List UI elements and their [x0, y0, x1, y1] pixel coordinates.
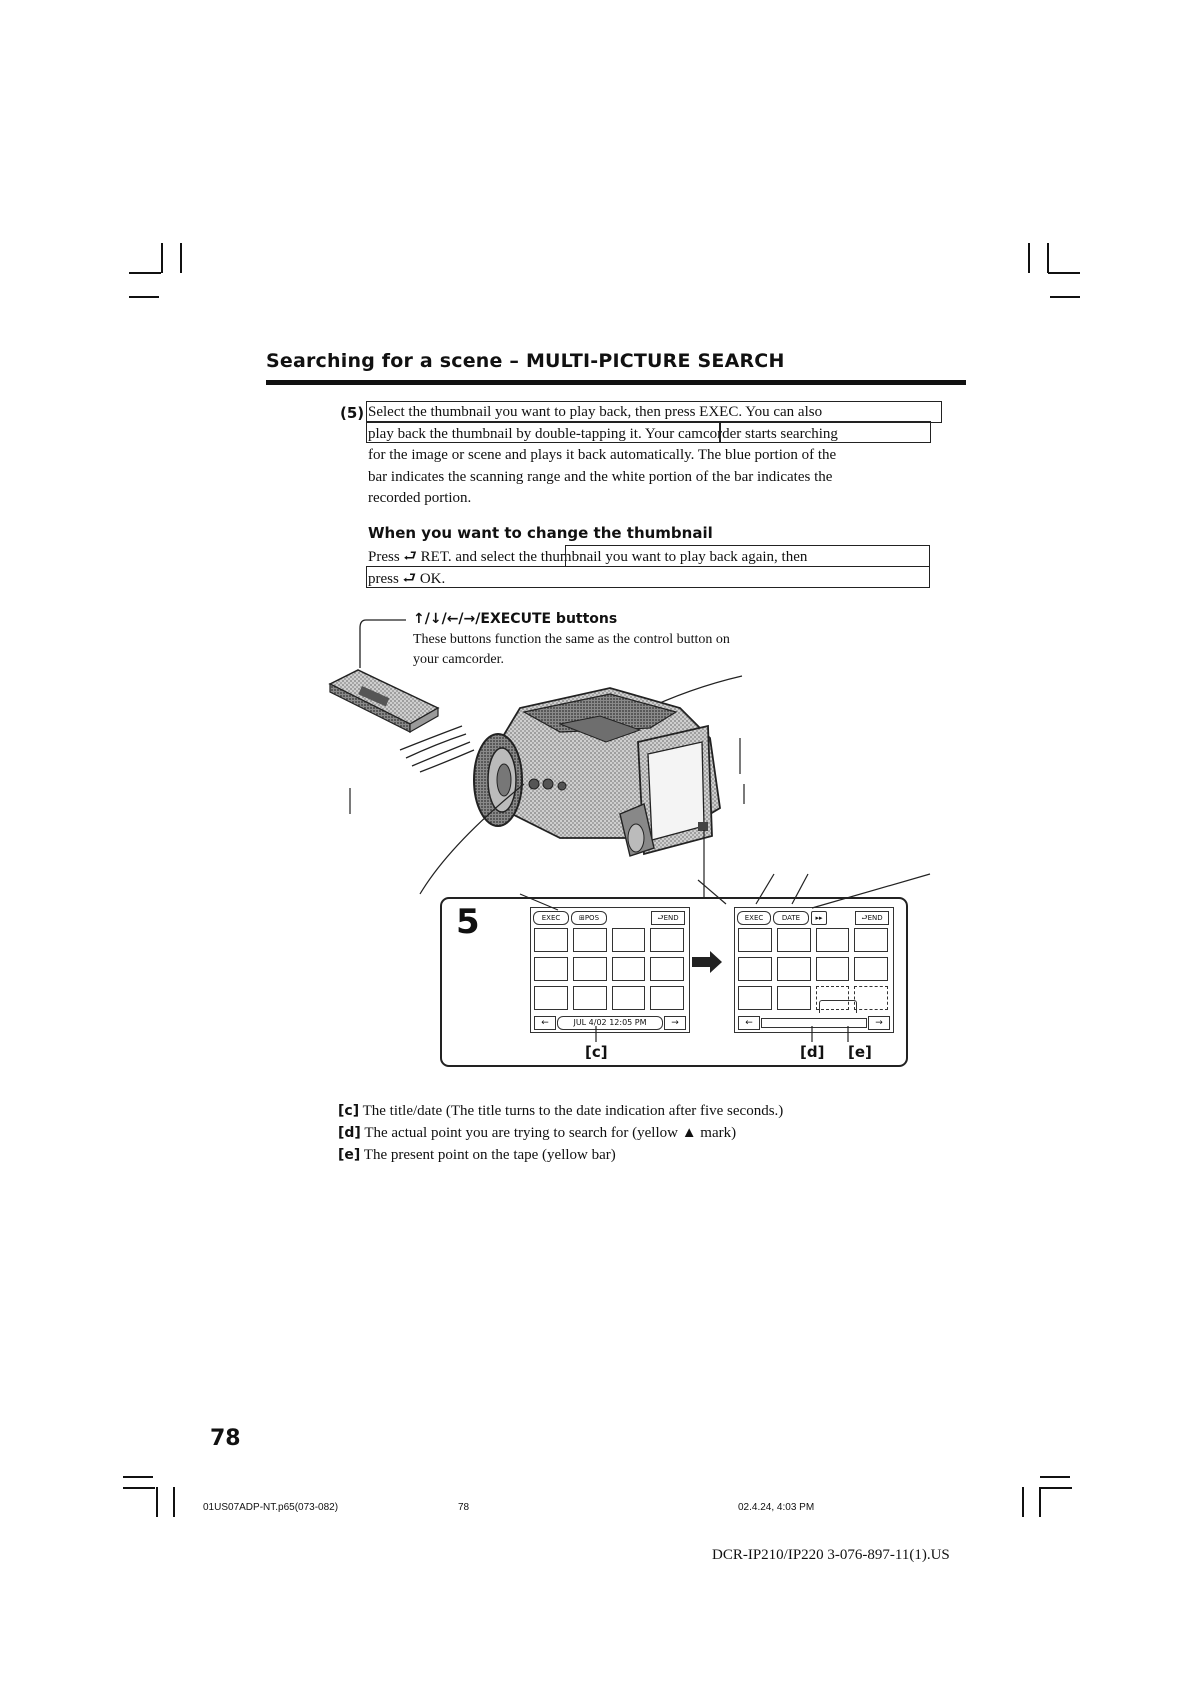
- crop-mark: [1040, 1476, 1070, 1478]
- panel-step-number: 5: [456, 902, 480, 942]
- crop-mark: [180, 243, 182, 273]
- model-code: DCR-IP210/IP220 3-076-897-11(1).US: [712, 1547, 950, 1563]
- remote-buttons-label: ↑/↓/←/→/EXECUTE buttons: [413, 611, 618, 627]
- section-title: Searching for a scene – MULTI-PICTURE SEARCH: [266, 350, 785, 372]
- step-line: for the image or scene and plays it back automatically. The blue portion of the: [368, 447, 837, 463]
- title-date-indicator: JUL 4/02 12:05 PM: [557, 1016, 663, 1030]
- step-line: bar indicates the scanning range and the white portion of the bar indicates the: [368, 468, 833, 485]
- crop-mark: [129, 296, 159, 298]
- crop-mark: [1048, 272, 1080, 274]
- callout-line: [360, 620, 406, 668]
- crop-mark: [129, 272, 161, 274]
- footer-timestamp: 02.4.24, 4:03 PM: [738, 1502, 815, 1513]
- legend-text: The actual point you are trying to search for (yellow ▲ mark): [364, 1125, 737, 1141]
- date-button[interactable]: DATE: [773, 911, 809, 925]
- step-line: Select the thumbnail you want to play back, then press EXEC. You can also: [368, 404, 823, 420]
- camcorder-illustration: [310, 608, 930, 898]
- crop-mark: [1022, 1487, 1024, 1517]
- step-number: (5): [340, 404, 365, 422]
- legend-text: The present point on the tape (yellow bar): [363, 1147, 616, 1163]
- remote-description-line: These buttons function the same as the control button on: [413, 632, 730, 647]
- end-button[interactable]: ⮐END: [855, 911, 889, 925]
- crop-mark: [1050, 296, 1080, 298]
- callout-lines: [440, 860, 940, 1060]
- step-line: play back the thumbnail by double-tapping it. Your camcorder starts searching: [368, 425, 838, 442]
- legend-text: The title/date (The title turns to the date indication after five seconds.): [362, 1103, 784, 1119]
- legend-tag: [c]: [338, 1103, 360, 1119]
- highlight-box: [366, 566, 930, 588]
- prev-arrow-button[interactable]: ←: [534, 1016, 556, 1030]
- index-button[interactable]: ▸▸: [811, 911, 827, 925]
- highlight-box: [366, 401, 942, 423]
- next-arrow-button[interactable]: →: [868, 1016, 890, 1030]
- crop-mark: [1028, 243, 1030, 273]
- legend-tag: [e]: [338, 1147, 361, 1163]
- change-thumbnail-line: press ⮐ OK.: [368, 571, 446, 587]
- highlight-box: [565, 545, 930, 567]
- title-rule: [266, 380, 966, 385]
- legend-item-e: [338, 1144, 1038, 1166]
- end-button[interactable]: ⮐END: [651, 911, 685, 925]
- step-line: recorded portion.: [368, 490, 472, 506]
- highlight-box: [366, 421, 721, 443]
- callout-e: [e]: [848, 1043, 872, 1061]
- footer-page: 78: [458, 1502, 470, 1513]
- next-arrow-button[interactable]: →: [664, 1016, 686, 1030]
- change-thumbnail-heading: When you want to change the thumbnail: [368, 524, 713, 542]
- legend-item-d: [338, 1122, 1038, 1144]
- crop-mark: [123, 1476, 153, 1478]
- prev-arrow-button[interactable]: ←: [738, 1016, 760, 1030]
- footer-file: 01US07ADP-NT.p65(073-082): [203, 1502, 339, 1513]
- remote-description-line: your camcorder.: [413, 652, 504, 667]
- crop-mark: [1047, 243, 1049, 273]
- legend-tag: [d]: [338, 1125, 361, 1141]
- legend-item-c: [338, 1100, 1038, 1122]
- camcorder: [474, 688, 720, 856]
- crop-mark: [123, 1487, 155, 1489]
- crop-mark: [173, 1487, 175, 1517]
- exec-button[interactable]: EXEC: [737, 911, 771, 925]
- crop-mark: [161, 243, 163, 273]
- callout-d: [d]: [800, 1043, 825, 1061]
- crop-mark: [1040, 1487, 1072, 1489]
- crop-mark: [1039, 1487, 1041, 1517]
- highlight-box: [719, 421, 931, 443]
- callout-c: [c]: [585, 1043, 608, 1061]
- multi-pos-button[interactable]: ⊞POS: [571, 911, 607, 925]
- remote-control: [330, 670, 438, 732]
- page-number: 78: [210, 1426, 241, 1451]
- exec-button[interactable]: EXEC: [533, 911, 569, 925]
- change-thumbnail-line: Press ⮐ RET. and select the thumbnail you want to play back again, then: [368, 549, 808, 565]
- crop-mark: [156, 1487, 158, 1517]
- signal-lines: [400, 726, 474, 772]
